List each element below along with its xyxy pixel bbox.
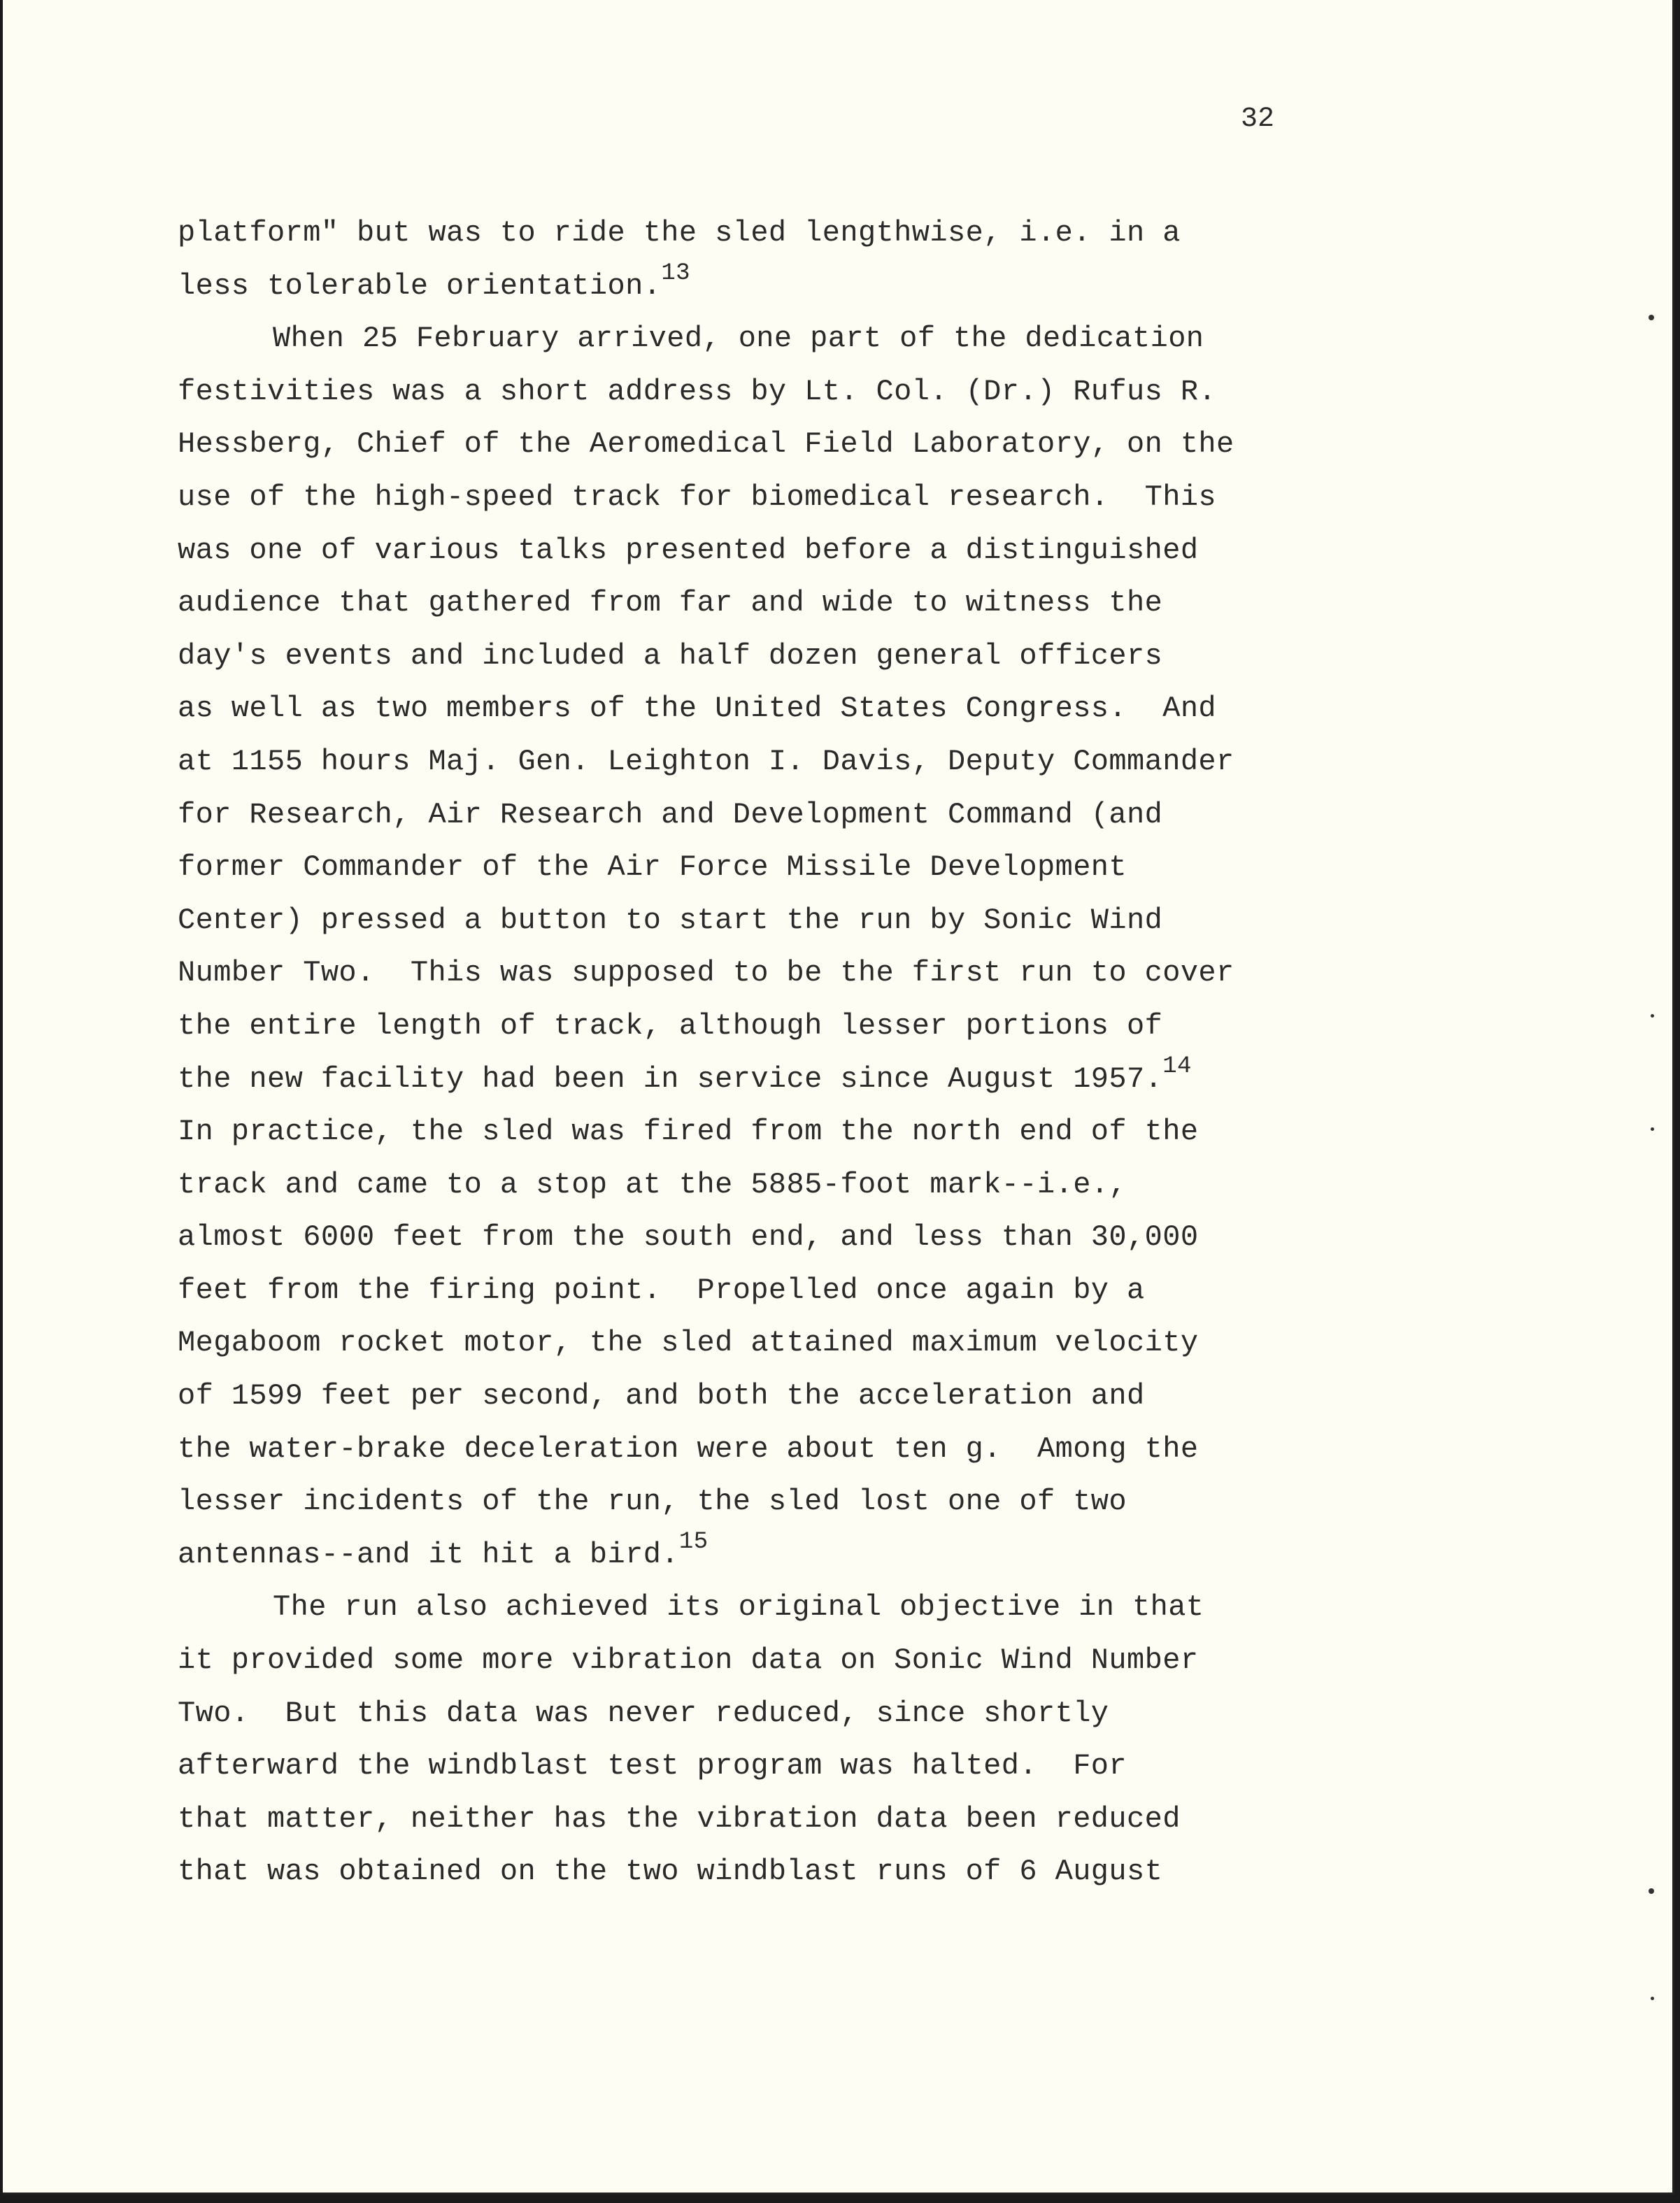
- text-line-content: use of the high-speed track for biomedical research. This: [178, 480, 1217, 514]
- text-line-content: audience that gathered from far and wide to witness the: [178, 586, 1163, 620]
- text-line: [178, 1264, 1339, 1318]
- text-line-content: antennas--and it hit a bird.: [178, 1537, 679, 1571]
- text-line: [178, 1740, 1339, 1793]
- text-line: [178, 1581, 1339, 1634]
- text-line-content: as well as two members of the United States Congress. And: [178, 692, 1217, 726]
- text-line-content: The run also achieved its original objective in that: [273, 1590, 1204, 1625]
- text-line: [178, 1053, 1339, 1106]
- text-line: [178, 894, 1339, 948]
- text-line-content: former Commander of the Air Force Missile Development: [178, 850, 1127, 885]
- text-line-content: it provided some more vibration data on Sonic Wind Number: [178, 1644, 1199, 1678]
- text-line-content: Two. But this data was never reduced, since shortly: [178, 1696, 1109, 1730]
- text-line: [178, 577, 1339, 630]
- text-line-content: that was obtained on the two windblast runs of 6 August: [178, 1855, 1163, 1889]
- text-line-content: Megaboom rocket motor, the sled attained maximum velocity: [178, 1326, 1199, 1360]
- text-line-content: afterward the windblast test program was halted. For: [178, 1749, 1127, 1783]
- text-line: [178, 841, 1339, 894]
- text-line: [178, 1529, 1339, 1582]
- text-line: [178, 683, 1339, 736]
- text-line-content: feet from the firing point. Propelled once again by a: [178, 1273, 1145, 1307]
- text-line-content: of 1599 feet per second, and both the acceleration and: [178, 1379, 1145, 1413]
- text-line: [178, 471, 1339, 525]
- text-line: [178, 207, 1339, 260]
- text-line: [178, 418, 1339, 471]
- text-line-content: In practice, the sled was fired from the north end of the: [178, 1115, 1199, 1149]
- text-line-content: the new facility had been in service since August 1957.: [178, 1062, 1163, 1096]
- text-line-content: less tolerable orientation.: [178, 269, 662, 303]
- binder-dot: [1649, 315, 1654, 320]
- text-line: [178, 1688, 1339, 1741]
- text-line: [178, 736, 1339, 789]
- binder-dot: [1651, 1014, 1654, 1018]
- text-line-content: was one of various talks presented before a distinguished: [178, 533, 1199, 567]
- text-line: [178, 1423, 1339, 1476]
- text-line: [178, 1634, 1339, 1688]
- binder-dot: [1651, 1127, 1654, 1131]
- text-line: [178, 630, 1339, 683]
- text-line-content: track and came to a stop at the 5885-foot mark--i.e.,: [178, 1167, 1127, 1202]
- body-text: [178, 207, 1339, 1899]
- text-line: [178, 947, 1339, 1000]
- text-line-content: platform" but was to ride the sled lengthwise, i.e. in a: [178, 216, 1181, 250]
- text-line: [178, 1106, 1339, 1159]
- text-line: [178, 789, 1339, 842]
- text-line-content: at 1155 hours Maj. Gen. Leighton I. Davis, Deputy Commander: [178, 744, 1234, 778]
- text-line: [178, 1846, 1339, 1899]
- text-line: [178, 260, 1339, 313]
- document-page: [3, 0, 1674, 2195]
- footnote-marker: 13: [661, 259, 690, 287]
- text-line-content: day's events and included a half dozen general officers: [178, 639, 1163, 673]
- text-line-content: almost 6000 feet from the south end, and less than 30,000: [178, 1220, 1199, 1255]
- binder-dot: [1651, 1997, 1654, 2000]
- text-line: [178, 1476, 1339, 1529]
- page-number: 32: [1241, 104, 1275, 135]
- text-line-content: for Research, Air Research and Development Command (and: [178, 797, 1163, 832]
- text-line-content: festivities was a short address by Lt. Col. (Dr.) Rufus R.: [178, 374, 1217, 408]
- text-line: [178, 313, 1339, 366]
- text-line-content: the water-brake deceleration were about ten g. Among the: [178, 1432, 1199, 1466]
- text-line-content: that matter, neither has the vibration data been reduced: [178, 1802, 1181, 1836]
- text-line: [178, 1370, 1339, 1423]
- text-line-content: Number Two. This was supposed to be the first run to cover: [178, 956, 1234, 990]
- text-line: [178, 1317, 1339, 1370]
- text-line: [178, 1211, 1339, 1264]
- text-line-content: lesser incidents of the run, the sled lost one of two: [178, 1485, 1127, 1519]
- text-line-content: the entire length of track, although lesser portions of: [178, 1008, 1163, 1043]
- binder-dot: [1649, 1888, 1654, 1894]
- text-line: [178, 366, 1339, 419]
- text-line: [178, 1793, 1339, 1846]
- text-line-content: When 25 February arrived, one part of the dedication: [273, 322, 1204, 356]
- text-line-content: Center) pressed a button to start the run by Sonic Wind: [178, 903, 1163, 937]
- text-line: [178, 1000, 1339, 1053]
- text-line: [178, 1159, 1339, 1212]
- footnote-marker: 14: [1162, 1053, 1192, 1080]
- footnote-marker: 15: [678, 1528, 709, 1555]
- text-line: [178, 525, 1339, 578]
- text-line-content: Hessberg, Chief of the Aeromedical Field Laboratory, on the: [178, 427, 1234, 462]
